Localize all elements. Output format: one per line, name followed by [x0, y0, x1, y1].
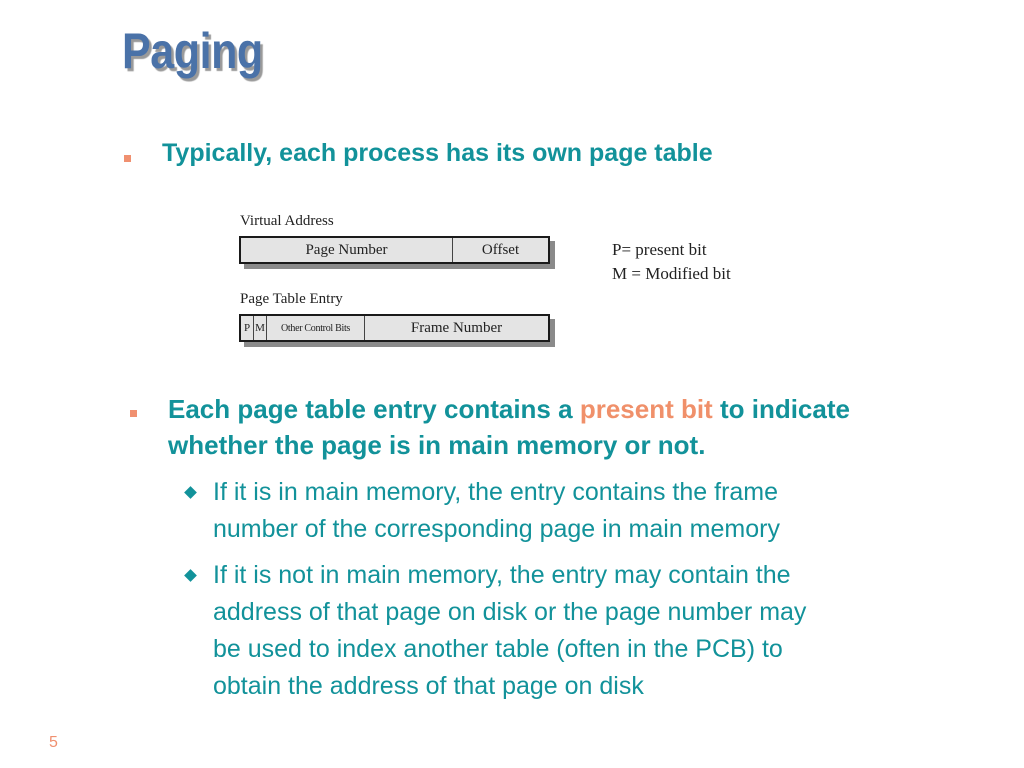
diamond-bullet-icon	[184, 486, 197, 499]
bullet-square-icon	[124, 155, 131, 162]
sub-bullet-1-line-2: number of the corresponding page in main memory	[213, 515, 780, 543]
sub-bullet-2-line-2: address of that page on disk or the page number may	[213, 598, 807, 626]
bullet-2-line-2: whether the page is in main memory or not.	[168, 430, 706, 460]
present-bit-field: P	[241, 316, 254, 340]
sub-bullet-1-line-1: If it is in main memory, the entry contains the frame	[213, 478, 779, 506]
bullet-square-icon	[130, 410, 137, 417]
page-number-field: Page Number	[241, 238, 453, 262]
present-bit-highlight: present bit	[579, 394, 713, 424]
bullet-2-text-after: to indicate	[712, 394, 850, 424]
sub-bullet-1	[213, 474, 780, 548]
page-table-entry-box	[239, 314, 550, 342]
bullet-2-text	[168, 391, 1008, 463]
diamond-bullet-icon	[184, 569, 197, 582]
sub-bullet-2-line-1: If it is not in main memory, the entry may contain the	[213, 561, 791, 589]
legend-present-bit: P= present bit	[612, 240, 707, 259]
virtual-address-box	[239, 236, 550, 264]
page-table-entry-label: Page Table Entry	[240, 291, 343, 307]
sub-bullet-2-line-4: obtain the address of that page on disk	[213, 672, 644, 700]
slide-title: Paging	[122, 23, 263, 79]
modified-bit-field: M	[254, 316, 267, 340]
bullet-2-text-before: Each page table entry contains a	[168, 394, 580, 424]
legend-modified-bit: M = Modified bit	[612, 264, 731, 283]
sub-bullet-2	[213, 557, 806, 705]
virtual-address-label: Virtual Address	[240, 213, 334, 229]
other-control-bits-field: Other Control Bits	[267, 316, 365, 340]
sub-bullet-2-line-3: be used to index another table (often in the PCB) to	[213, 635, 783, 663]
offset-field: Offset	[481, 241, 520, 258]
frame-number-field: Frame Number	[410, 319, 503, 336]
page-number: 5	[49, 734, 58, 751]
bullet-2-line-1	[168, 391, 1008, 427]
bullet-1-text: Typically, each process has its own page table	[162, 139, 713, 167]
